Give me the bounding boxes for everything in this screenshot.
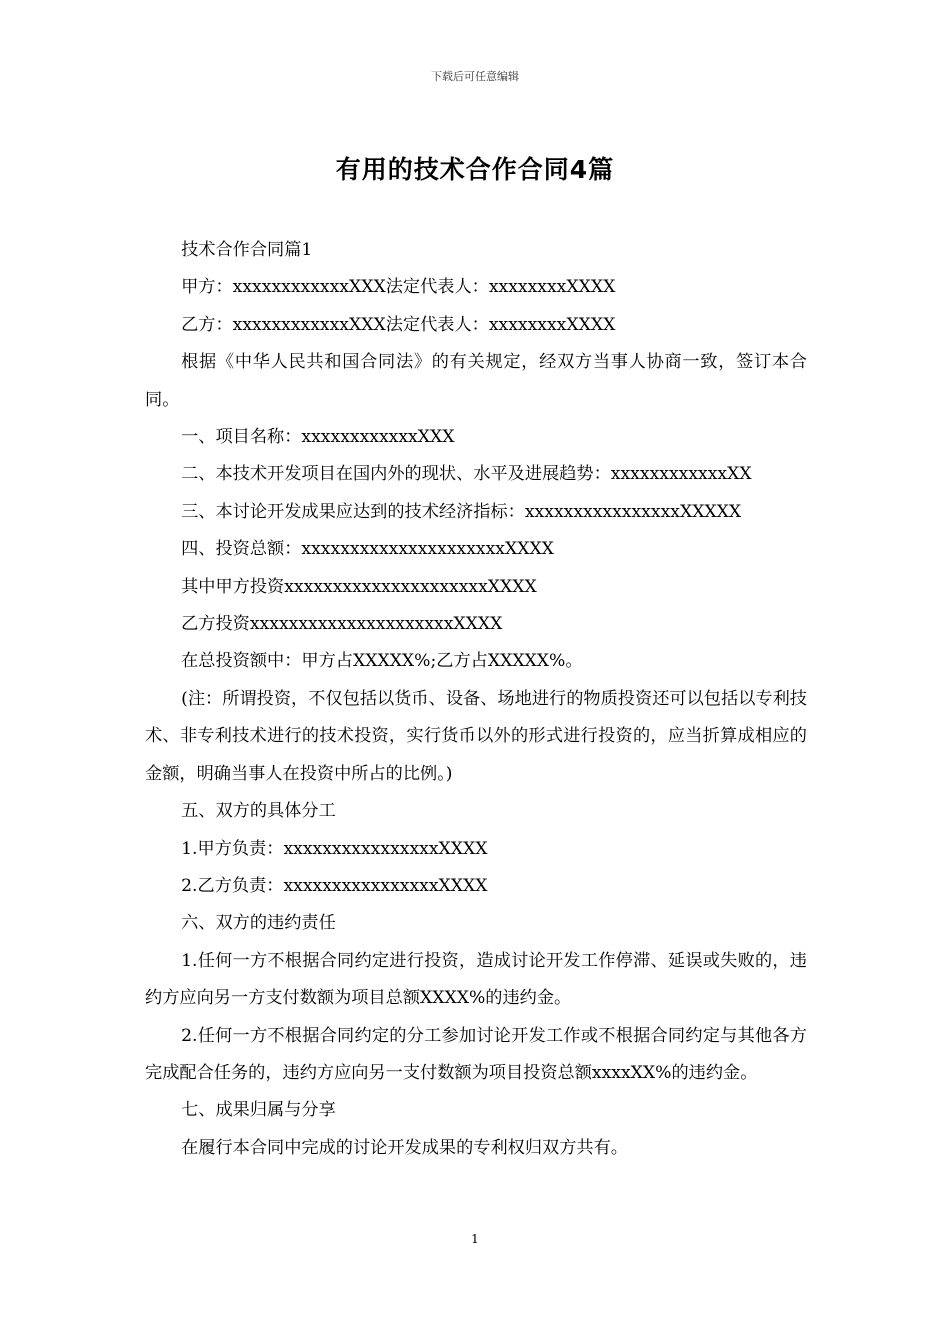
document-body — [145, 232, 807, 1167]
party-a-responsibility: 1.甲方负责：xxxxxxxxxxxxxxxxXXXX — [181, 838, 488, 859]
clause-division-of-work: 五、双方的具体分工 — [181, 801, 336, 822]
investment-share: 在总投资额中：甲方占XXXXX%;乙方占XXXXX%。 — [181, 651, 583, 672]
clause-results-ownership: 七、成果归属与分享 — [181, 1100, 336, 1121]
document-title: 有用的技术合作合同4篇 — [335, 155, 615, 184]
preamble-paragraph: 根据《中华人民共和国合同法》的有关规定，经双方当事人协商一致，签订本合同。 — [145, 352, 807, 410]
breach-item-2: 2.任何一方不根据合同约定的分工参加讨论开发工作或不根据合同约定与其他各方完成配合任务的，违约方应向另一支付数额为项目投资总额xxxxXX%的违约金。 — [145, 1025, 807, 1083]
results-ownership-text: 在履行本合同中完成的讨论开发成果的专利权归双方共有。 — [181, 1137, 628, 1158]
header-note: 下载后可任意编辑 — [431, 70, 519, 83]
party-a-line: 甲方：xxxxxxxxxxxxXXX法定代表人：xxxxxxxxXXXX — [181, 277, 616, 298]
party-b-line: 乙方：xxxxxxxxxxxxXXX法定代表人：xxxxxxxxXXXX — [181, 314, 616, 335]
page-number: 1 — [471, 1232, 479, 1246]
clause-total-investment: 四、投资总额：xxxxxxxxxxxxxxxxxxxxxXXXX — [181, 539, 554, 560]
section-heading: 技术合作合同篇1 — [181, 240, 313, 260]
investment-note: (注：所谓投资，不仅包括以货币、设备、场地进行的物质投资还可以包括以专利技术、非专利技术进行的技术投资，实行货币以外的形式进行投资的，应当折算成相应的金额，明确当事人在投资中所占的比例。) — [145, 688, 807, 784]
clause-project-name: 一、项目名称：xxxxxxxxxxxxXXX — [181, 427, 455, 448]
breach-item-1: 1.任何一方不根据合同约定进行投资，造成讨论开发工作停滞、延误或失败的，违约方应向另一方支付数额为项目总额XXXX%的违约金。 — [145, 950, 807, 1009]
clause-breach-liability: 六、双方的违约责任 — [181, 913, 336, 934]
clause-project-status: 二、本技术开发项目在国内外的现状、水平及进展趋势：xxxxxxxxxxxxXX — [181, 464, 752, 485]
party-a-investment: 其中甲方投资xxxxxxxxxxxxxxxxxxxxxXXXX — [181, 576, 537, 597]
party-b-investment: 乙方投资xxxxxxxxxxxxxxxxxxxxxXXXX — [181, 614, 503, 635]
clause-technical-indicators: 三、本讨论开发成果应达到的技术经济指标：xxxxxxxxxxxxxxxxXXXXX — [181, 501, 742, 522]
party-b-responsibility: 2.乙方负责：xxxxxxxxxxxxxxxxXXXX — [181, 875, 488, 896]
